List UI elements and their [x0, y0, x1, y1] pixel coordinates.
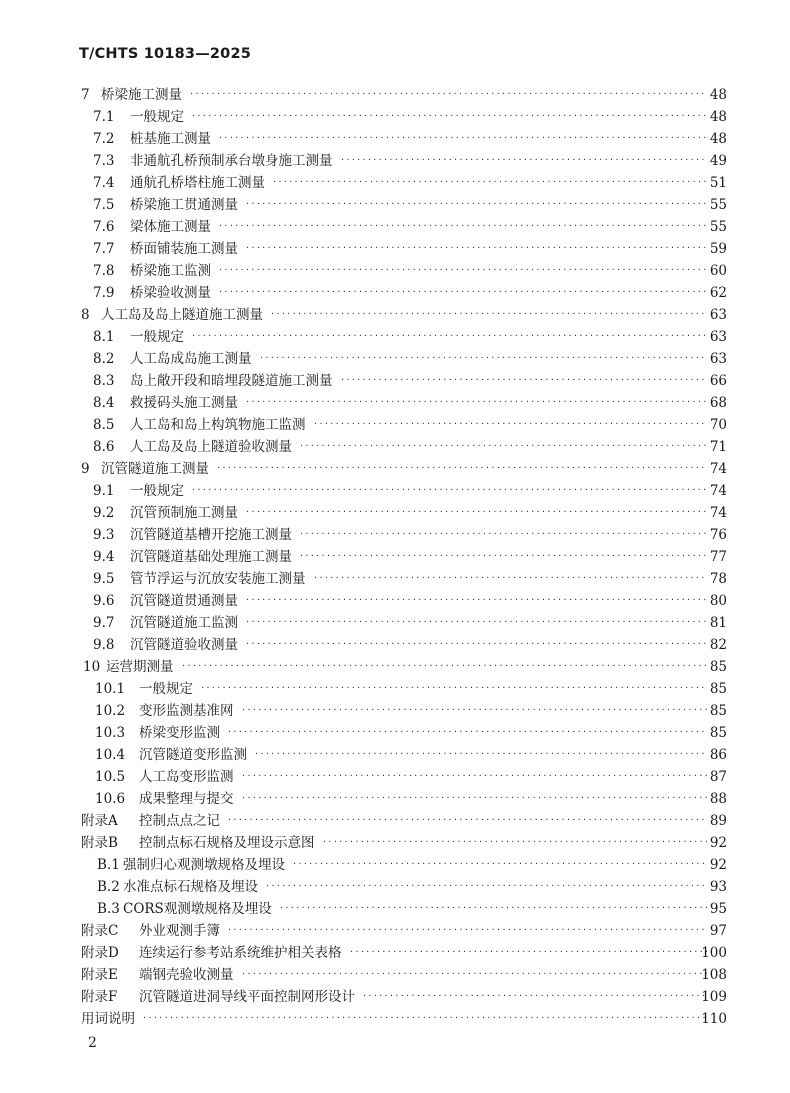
toc-entry-number: 9: [81, 461, 90, 477]
toc-entry-page: 85: [709, 659, 727, 675]
toc-entry-page: 95: [709, 901, 727, 917]
toc-entry-number: 7.8: [93, 263, 115, 279]
toc-entry-number: 9.2: [93, 505, 115, 521]
toc-entry-title: 桥梁施工贯通测量: [130, 197, 238, 213]
toc-entry[interactable]: [79, 788, 727, 810]
toc-entry-page: 92: [709, 857, 727, 873]
toc-entry-title: 控制点点之记: [139, 813, 220, 829]
toc-leader-dots: [217, 458, 707, 480]
toc-entry-number: 9.4: [93, 549, 115, 565]
toc-entry-title: 桥梁验收测量: [130, 285, 211, 301]
toc-entry-number: 10.2: [95, 703, 126, 719]
toc-entry[interactable]: [79, 832, 727, 854]
toc-entry-number: 8.6: [93, 439, 115, 455]
toc-leader-dots: [219, 128, 707, 150]
toc-entry[interactable]: [79, 524, 727, 546]
toc-entry-title: CORS观测墩规格及埋设: [123, 901, 272, 917]
toc-entry-number: 7.4: [93, 175, 115, 191]
toc-leader-dots: [246, 612, 707, 634]
toc-entry-page: 97: [709, 923, 727, 939]
toc-entry[interactable]: [79, 612, 727, 634]
toc-leader-dots: [242, 964, 707, 986]
toc-leader-dots: [314, 568, 707, 590]
toc-entry-number: 9.5: [93, 571, 115, 587]
toc-entry-page: 89: [709, 813, 727, 829]
toc-entry-title: 控制点标石规格及埋设示意图: [139, 835, 315, 851]
toc-leader-dots: [246, 502, 707, 524]
toc-entry-title: 人工岛及岛上隧道验收测量: [130, 439, 292, 455]
toc-leader-dots: [246, 634, 707, 656]
toc-entry[interactable]: [79, 722, 727, 744]
toc-entry-number: 7.5: [93, 197, 115, 213]
toc-entry-page: 85: [709, 725, 727, 741]
toc-entry[interactable]: [79, 216, 727, 238]
toc-entry[interactable]: [79, 656, 727, 678]
toc-entry[interactable]: [79, 942, 727, 964]
toc-entry[interactable]: [79, 700, 727, 722]
toc-entry-page: 55: [709, 219, 727, 235]
toc-leader-dots: [192, 480, 707, 502]
toc-entry[interactable]: [79, 150, 727, 172]
toc-entry-title: 桥梁变形监测: [139, 725, 220, 741]
toc-entry-page: 55: [709, 197, 727, 213]
toc-entry-title: 沉管隧道贯通测量: [130, 593, 238, 609]
toc-entry[interactable]: [79, 502, 727, 524]
toc-entry-title: 沉管隧道基础处理施工测量: [130, 549, 292, 565]
toc-entry-number: 附录B: [81, 835, 118, 851]
toc-entry-number: 10.4: [95, 747, 126, 763]
toc-entry-page: 70: [709, 417, 727, 433]
toc-leader-dots: [143, 1008, 707, 1030]
page-number: 2: [88, 1035, 97, 1051]
toc-leader-dots: [219, 282, 707, 304]
toc-leader-dots: [266, 876, 707, 898]
toc-leader-dots: [246, 590, 707, 612]
toc-entry-number: 附录F: [81, 989, 118, 1005]
toc-entry-title: 一般规定: [130, 109, 184, 125]
toc-entry-title: 沉管隧道验收测量: [130, 637, 238, 653]
toc-leader-dots: [219, 216, 707, 238]
toc-entry-title: 一般规定: [130, 483, 184, 499]
toc-entry-title: 人工岛成岛施工测量: [130, 351, 252, 367]
toc-entry[interactable]: [79, 194, 727, 216]
toc-entry-title: 沉管隧道施工监测: [130, 615, 238, 631]
toc-entry-number: B.3: [97, 901, 120, 917]
toc-entry[interactable]: [79, 304, 727, 326]
toc-entry-number: 8.3: [93, 373, 115, 389]
toc-leader-dots: [182, 656, 707, 678]
toc-entry-title: 沉管隧道基槽开挖施工测量: [130, 527, 292, 543]
toc-entry-number: 9.1: [93, 483, 115, 499]
toc-entry[interactable]: [79, 128, 727, 150]
toc-entry-number: 8.4: [93, 395, 115, 411]
toc-entry-title: 救援码头施工测量: [130, 395, 238, 411]
toc-leader-dots: [300, 524, 707, 546]
toc-leader-dots: [190, 84, 707, 106]
toc-entry-page: 71: [709, 439, 727, 455]
toc-leader-dots: [300, 546, 707, 568]
toc-entry-title: 沉管预制施工测量: [130, 505, 238, 521]
toc-entry-number: 7.2: [93, 131, 115, 147]
toc-entry-title: 梁体施工测量: [130, 219, 211, 235]
toc-entry-page: 74: [709, 505, 727, 521]
toc-entry[interactable]: [79, 920, 727, 942]
toc-leader-dots: [280, 898, 707, 920]
toc-entry-page: 110: [701, 1011, 727, 1027]
toc-entry[interactable]: [79, 898, 727, 920]
toc-entry-page: 63: [709, 351, 727, 367]
toc-entry-page: 77: [709, 549, 727, 565]
toc-entry-number: 7.1: [93, 109, 115, 125]
toc-entry[interactable]: [79, 414, 727, 436]
toc-leader-dots: [228, 722, 707, 744]
toc-entry-title: 非通航孔桥预制承台墩身施工测量: [130, 153, 333, 169]
toc-entry-number: 7.3: [93, 153, 115, 169]
toc-entry-page: 80: [709, 593, 727, 609]
toc-entry-page: 48: [709, 131, 727, 147]
toc-entry-title: 人工岛和岛上构筑物施工监测: [130, 417, 306, 433]
toc-leader-dots: [242, 766, 707, 788]
toc-entry-number: 7.9: [93, 285, 115, 301]
toc-entry-number: 附录C: [81, 923, 119, 939]
toc-entry[interactable]: [79, 480, 727, 502]
toc-entry[interactable]: [79, 546, 727, 568]
toc-entry-page: 51: [709, 175, 727, 191]
toc-entry[interactable]: [79, 964, 727, 986]
toc-entry-title: 桥梁施工测量: [101, 87, 182, 103]
toc-entry[interactable]: [79, 986, 727, 1008]
toc-entry[interactable]: [79, 106, 727, 128]
toc-entry[interactable]: [79, 436, 727, 458]
toc-entry-title: 水准点标石规格及埋设: [123, 879, 258, 895]
toc-entry-number: 7.7: [93, 241, 115, 257]
toc-leader-dots: [273, 172, 707, 194]
toc-leader-dots: [260, 348, 707, 370]
toc-entry-title: 端钢壳验收测量: [139, 967, 234, 983]
toc-entry-title: 用词说明: [81, 1011, 135, 1027]
toc-entry[interactable]: [79, 854, 727, 876]
toc-entry-page: 63: [709, 307, 727, 323]
toc-leader-dots: [341, 150, 707, 172]
toc-entry-number: 10: [83, 659, 101, 675]
toc-entry-number: 10.5: [95, 769, 126, 785]
toc-entry-page: 81: [709, 615, 727, 631]
toc-entry-page: 108: [701, 967, 727, 983]
table-of-contents: [79, 84, 727, 1030]
toc-entry[interactable]: [79, 876, 727, 898]
toc-entry[interactable]: [79, 238, 727, 260]
toc-entry[interactable]: [79, 766, 727, 788]
toc-entry-title: 强制归心观测墩规格及埋设: [123, 857, 285, 873]
toc-leader-dots: [246, 392, 707, 414]
toc-entry-page: 48: [709, 87, 727, 103]
toc-entry-number: 9.6: [93, 593, 115, 609]
toc-entry-number: B.2: [97, 879, 120, 895]
toc-entry-title: 变形监测基准网: [139, 703, 234, 719]
toc-entry-title: 通航孔桥塔柱施工测量: [130, 175, 265, 191]
toc-entry[interactable]: [79, 458, 727, 480]
toc-leader-dots: [323, 832, 707, 854]
toc-entry-number: 9.3: [93, 527, 115, 543]
toc-entry-title: 沉管隧道变形监测: [139, 747, 247, 763]
toc-entry-number: 8.5: [93, 417, 115, 433]
toc-entry[interactable]: [79, 348, 727, 370]
toc-entry[interactable]: [79, 172, 727, 194]
toc-leader-dots: [363, 986, 707, 1008]
document-id: T/CHTS 10183—2025: [79, 46, 252, 62]
toc-entry-page: 93: [709, 879, 727, 895]
toc-entry-page: 76: [709, 527, 727, 543]
toc-entry-page: 85: [709, 681, 727, 697]
toc-leader-dots: [246, 194, 707, 216]
toc-entry-title: 桩基施工测量: [130, 131, 211, 147]
toc-entry-page: 100: [701, 945, 727, 961]
toc-entry-page: 68: [709, 395, 727, 411]
toc-leader-dots: [271, 304, 707, 326]
toc-entry-page: 109: [701, 989, 727, 1005]
toc-entry[interactable]: [79, 370, 727, 392]
toc-entry-title: 管节浮运与沉放安装施工测量: [130, 571, 306, 587]
toc-leader-dots: [192, 326, 707, 348]
toc-entry-page: 85: [709, 703, 727, 719]
toc-entry-page: 63: [709, 329, 727, 345]
toc-entry[interactable]: [79, 260, 727, 282]
toc-entry[interactable]: [79, 634, 727, 656]
toc-leader-dots: [228, 920, 707, 942]
toc-entry-page: 62: [709, 285, 727, 301]
toc-entry-title: 桥面铺装施工测量: [130, 241, 238, 257]
toc-entry[interactable]: [79, 326, 727, 348]
toc-entry-number: 8.2: [93, 351, 115, 367]
toc-entry-title: 人工岛及岛上隧道施工测量: [101, 307, 263, 323]
toc-entry-page: 92: [709, 835, 727, 851]
toc-leader-dots: [314, 414, 707, 436]
toc-entry[interactable]: [79, 84, 727, 106]
toc-entry-number: 附录E: [81, 967, 118, 983]
toc-entry-number: 10.6: [95, 791, 126, 807]
toc-leader-dots: [242, 700, 707, 722]
toc-entry-page: 60: [709, 263, 727, 279]
toc-leader-dots: [192, 106, 707, 128]
toc-entry-number: 9.7: [93, 615, 115, 631]
toc-entry-page: 87: [709, 769, 727, 785]
toc-entry-number: B.1: [97, 857, 120, 873]
toc-entry-number: 10.1: [95, 681, 126, 697]
toc-leader-dots: [219, 260, 707, 282]
toc-entry[interactable]: [79, 392, 727, 414]
toc-entry-title: 连续运行参考站系统维护相关表格: [139, 945, 342, 961]
toc-leader-dots: [350, 942, 707, 964]
toc-entry-number: 附录A: [81, 813, 118, 829]
toc-entry-page: 86: [709, 747, 727, 763]
toc-entry-title: 岛上敞开段和暗埋段隧道施工测量: [130, 373, 333, 389]
toc-entry-title: 一般规定: [130, 329, 184, 345]
toc-leader-dots: [201, 678, 707, 700]
toc-entry-page: 74: [709, 461, 727, 477]
toc-entry-page: 88: [709, 791, 727, 807]
toc-entry-title: 桥梁施工监测: [130, 263, 211, 279]
toc-entry-number: 8: [81, 307, 90, 323]
toc-entry-page: 74: [709, 483, 727, 499]
toc-entry[interactable]: [79, 282, 727, 304]
toc-entry-title: 沉管隧道进洞导线平面控制网形设计: [139, 989, 355, 1005]
toc-entry-page: 78: [709, 571, 727, 587]
toc-entry[interactable]: [79, 744, 727, 766]
toc-entry-number: 10.3: [95, 725, 126, 741]
toc-entry[interactable]: [79, 1008, 727, 1030]
toc-entry[interactable]: [79, 590, 727, 612]
toc-entry-number: 7: [81, 87, 90, 103]
toc-entry-page: 59: [709, 241, 727, 257]
toc-entry-page: 82: [709, 637, 727, 653]
toc-entry-title: 一般规定: [139, 681, 193, 697]
toc-entry-title: 沉管隧道施工测量: [101, 461, 209, 477]
toc-leader-dots: [341, 370, 707, 392]
toc-entry-page: 48: [709, 109, 727, 125]
toc-entry-title: 运营期测量: [106, 659, 174, 675]
toc-entry-number: 附录D: [81, 945, 119, 961]
toc-entry-number: 9.8: [93, 637, 115, 653]
toc-entry-page: 66: [709, 373, 727, 389]
toc-leader-dots: [246, 238, 707, 260]
toc-entry-title: 人工岛变形监测: [139, 769, 234, 785]
toc-leader-dots: [293, 854, 707, 876]
toc-leader-dots: [228, 810, 707, 832]
toc-entry-number: 7.6: [93, 219, 115, 235]
toc-leader-dots: [255, 744, 707, 766]
toc-entry[interactable]: [79, 568, 727, 590]
toc-entry[interactable]: [79, 678, 727, 700]
toc-entry-number: 8.1: [93, 329, 115, 345]
toc-entry-title: 成果整理与提交: [139, 791, 234, 807]
toc-entry[interactable]: [79, 810, 727, 832]
toc-leader-dots: [300, 436, 707, 458]
toc-leader-dots: [242, 788, 707, 810]
toc-entry-title: 外业观测手簿: [139, 923, 220, 939]
toc-entry-page: 49: [709, 153, 727, 169]
